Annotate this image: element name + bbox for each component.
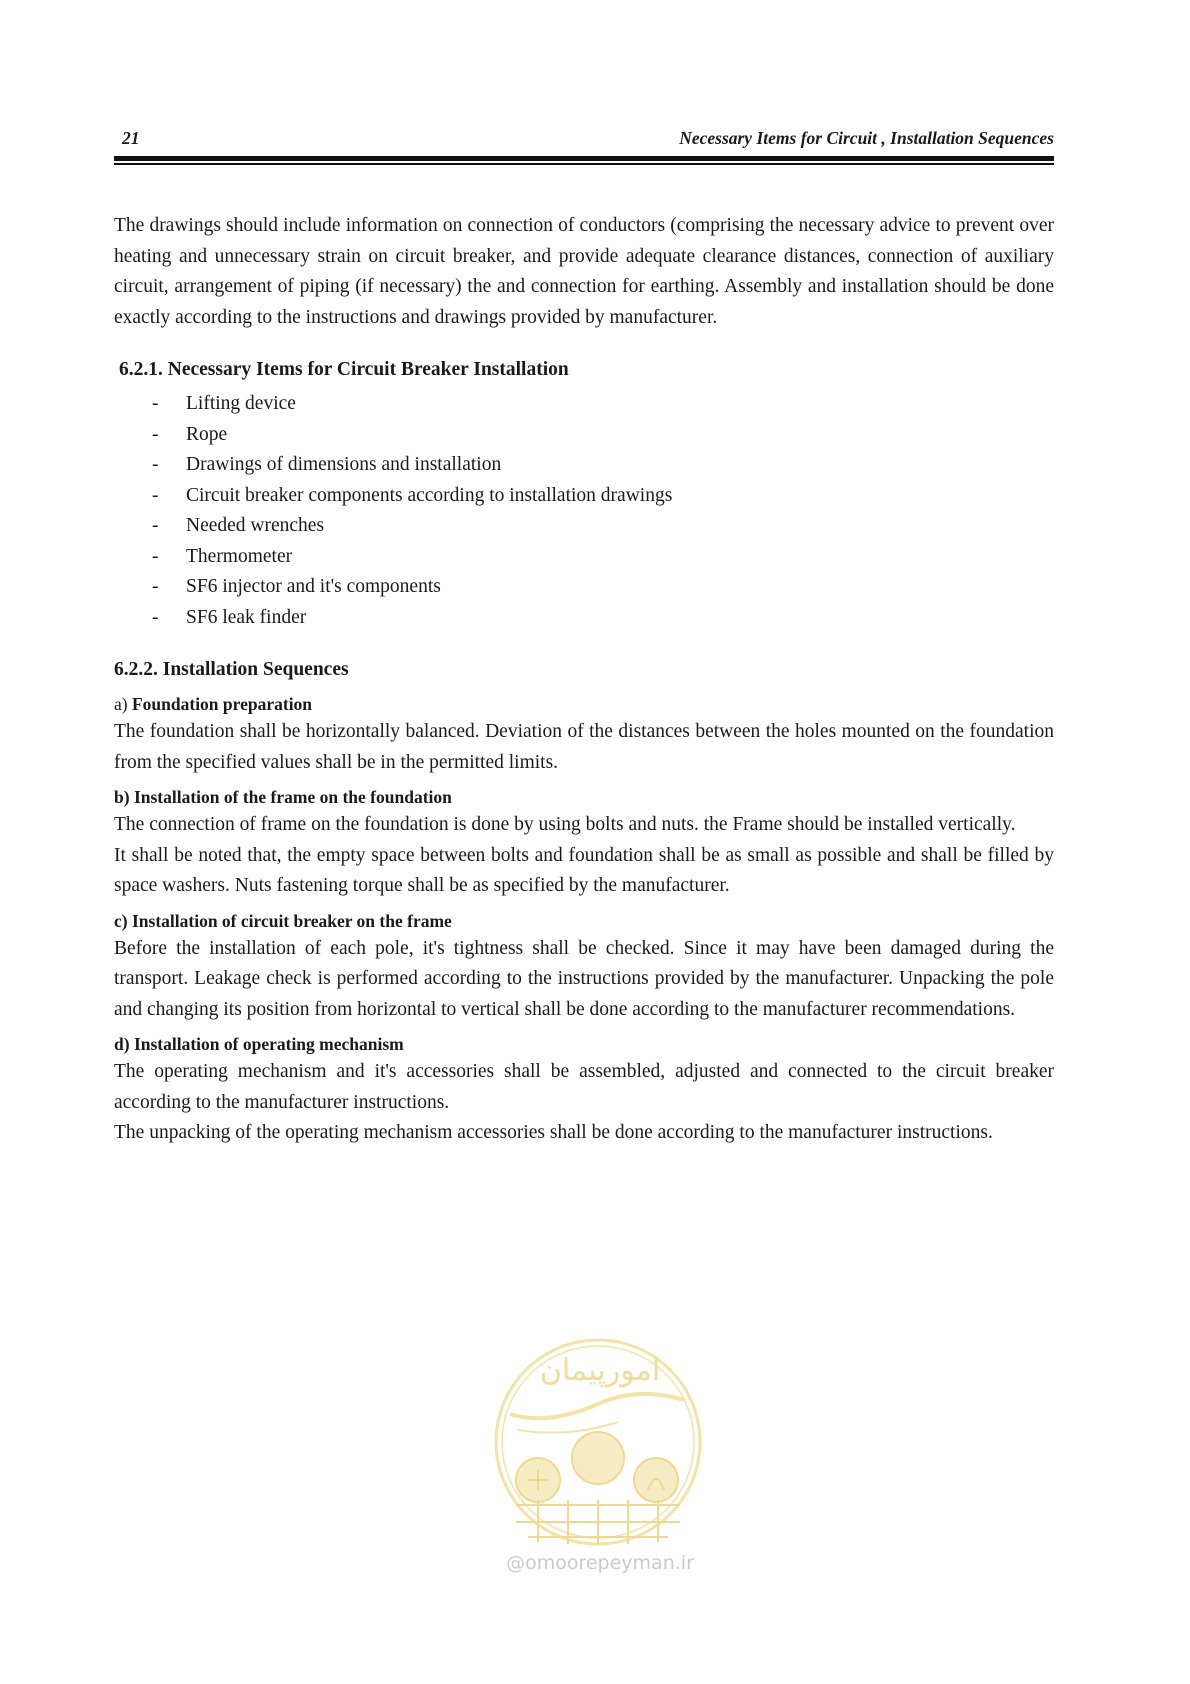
list-dash: - <box>152 576 159 597</box>
step-title: Installation of the frame on the foundation <box>133 787 452 807</box>
step-letter: d) <box>114 1034 130 1054</box>
list-item-text: Thermometer <box>186 545 293 567</box>
list-item <box>114 389 1054 420</box>
list-item-text: Circuit breaker components according to installation drawings <box>186 484 673 506</box>
list-item <box>114 603 1054 634</box>
running-title: Necessary Items for Circuit , Installation Sequences <box>679 128 1054 148</box>
step-heading-d <box>114 1031 1054 1057</box>
step-c-paragraph: Before the installation of each pole, it's tightness shall be checked. Since it may have been damaged during the transport. Leakage check is performed according to the instructions provided by the manufacturer. Unpacking the pole and changing its position from horizontal to vertical shall be done according to the manufacturer recommendations. <box>114 937 1054 1020</box>
watermark-domain <box>505 1552 695 1574</box>
step-letter: a) <box>114 694 128 714</box>
necessary-items-list <box>114 389 1054 633</box>
at-icon: @ <box>506 1552 526 1574</box>
step-d-paragraph-2: The unpacking of the operating mechanism accessories shall be done according to the manufacturer instructions. <box>114 1122 993 1143</box>
intro-paragraph: The drawings should include information on connection of conductors (comprising the necessary advice to prevent over heating and unnecessary strain on circuit breaker, and provide adequate clearance distances, connection of auxiliary circuit, arrangement of piping (if necessary) the and connection for earthing. Assembly and installation should be done exactly according to the instructions and drawings provided by manufacturer. <box>114 215 1054 328</box>
step-heading-c <box>114 908 1054 934</box>
step-letter: b) <box>114 787 130 807</box>
list-item <box>114 450 1054 481</box>
list-item-text: Needed wrenches <box>186 515 325 536</box>
step-title: Installation of circuit breaker on the frame <box>131 910 452 931</box>
list-item <box>114 481 1054 512</box>
list-item-text: Drawings of dimensions and installation <box>186 454 502 475</box>
list-dash: - <box>152 454 159 475</box>
list-item <box>114 511 1054 542</box>
section-heading-6-2-1: 6.2.1. Necessary Items for Circuit Breaker Installation <box>119 359 569 380</box>
step-a-paragraph: The foundation shall be horizontally balanced. Deviation of the distances between the holes mounted on the foundation from the specified values shall be in the permitted limits. <box>114 721 1054 773</box>
watermark-domain-text: omoorepeyman.ir <box>525 1552 694 1574</box>
page-header <box>114 128 1054 150</box>
list-item-text: SF6 leak finder <box>186 606 307 628</box>
step-letter: c) <box>114 910 128 931</box>
header-rule-thick <box>114 156 1054 161</box>
list-dash: - <box>152 545 159 567</box>
step-heading-a <box>114 691 1054 717</box>
list-item-text: Lifting device <box>186 393 296 414</box>
page-content <box>114 211 1054 1149</box>
header-rule-thin <box>114 163 1054 165</box>
list-dash: - <box>152 606 159 628</box>
section-heading-6-2-2: 6.2.2. Installation Sequences <box>114 659 349 680</box>
list-dash: - <box>152 393 159 414</box>
step-b-paragraph-2: It shall be noted that, the empty space between bolts and foundation shall be as small as possible and shall be filled by space washers. Nuts fastening torque shall be as specified by the manufacturer. <box>114 844 1054 896</box>
list-item-text: Rope <box>186 423 228 445</box>
step-d-paragraph-1: The operating mechanism and it's accessories shall be assembled, adjusted and connected to the circuit breaker according to the manufacturer instructions. <box>114 1061 1054 1113</box>
step-title: Foundation preparation <box>131 694 313 714</box>
page-number: 21 <box>122 128 140 148</box>
watermark-logo <box>488 1330 708 1560</box>
list-item <box>114 542 1054 573</box>
step-b-paragraph-1: The connection of frame on the foundation is done by using bolts and nuts. the Frame should be installed vertically. <box>114 814 1016 835</box>
list-dash: - <box>152 484 159 506</box>
list-item <box>114 420 1054 451</box>
list-dash: - <box>152 515 159 536</box>
step-heading-b <box>114 784 1054 810</box>
list-item-text: SF6 injector and it's components <box>186 576 441 597</box>
list-item <box>114 572 1054 603</box>
list-dash: - <box>152 423 159 445</box>
watermark-logo-text: امورپیمان <box>539 1353 661 1388</box>
step-title: Installation of operating mechanism <box>133 1034 404 1054</box>
